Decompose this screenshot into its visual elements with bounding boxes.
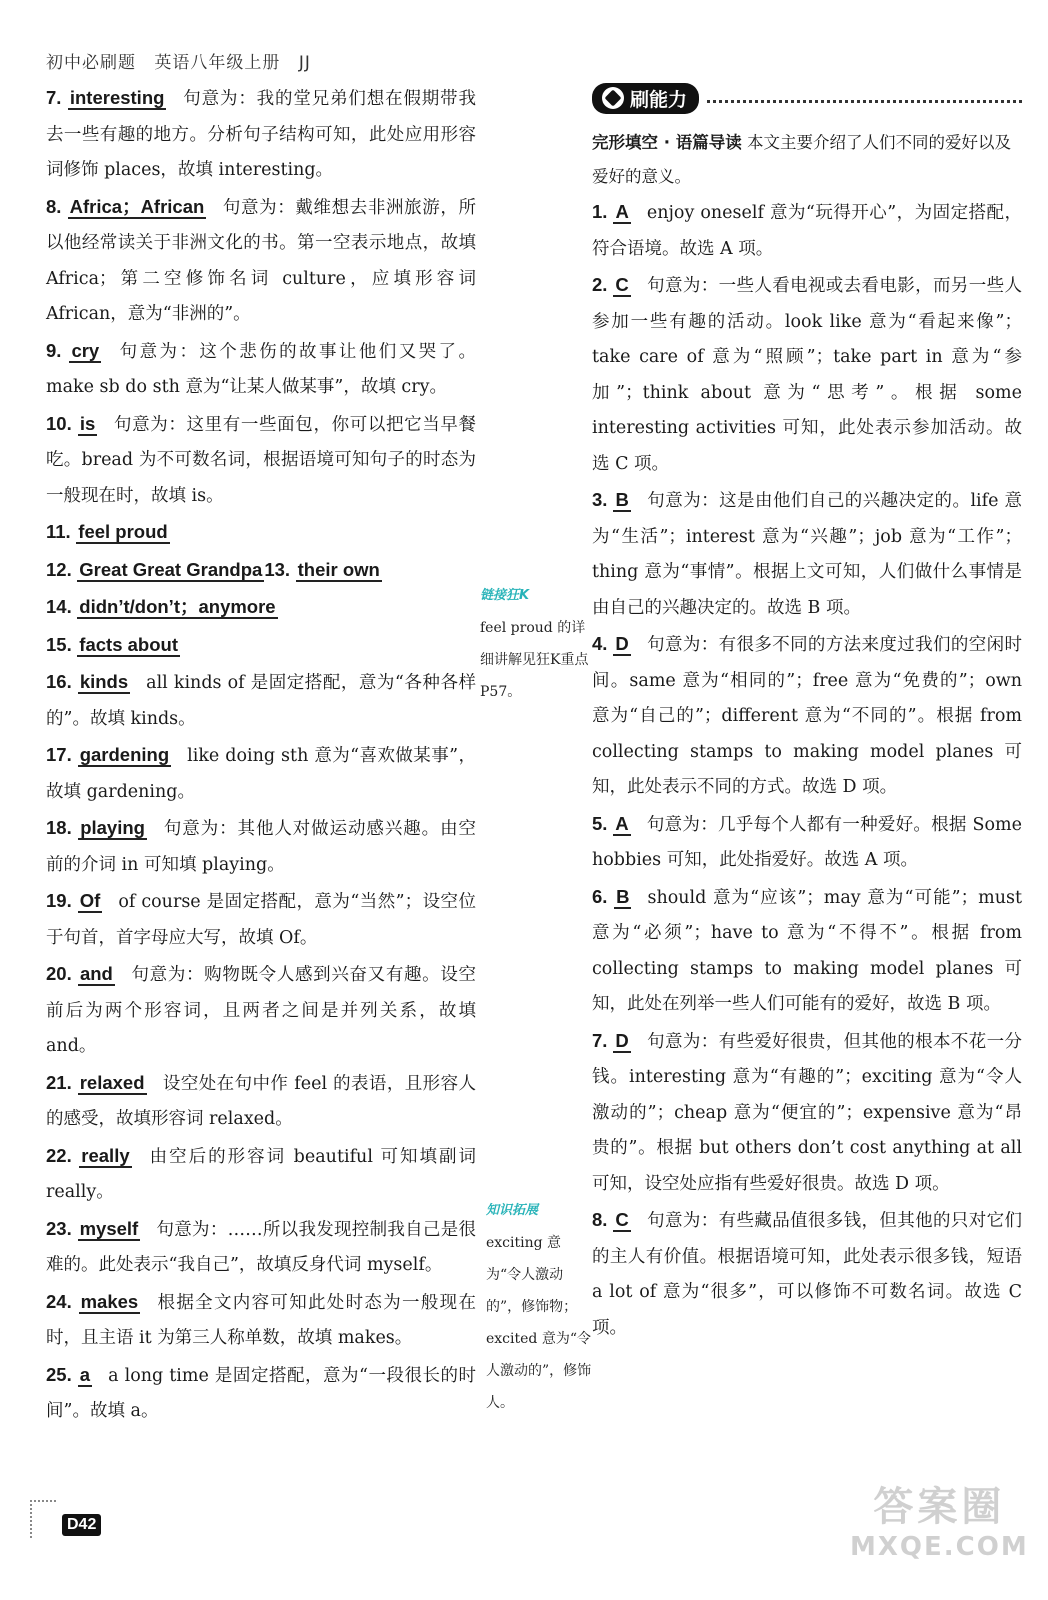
answer-key: Of [79,890,101,911]
section-title: 刷能力 [630,88,688,111]
answer-item: 12. Great Great Grandpa 13. their own [46,558,380,580]
watermark-title: 答案圈 [873,1484,1006,1530]
answer-key: C [615,1209,629,1230]
edition-label: JJ [298,53,311,73]
answer-key: myself [79,1217,139,1239]
dotted-divider [707,100,1022,103]
answer-key: B [616,885,630,907]
side-note-link [480,580,590,708]
pen-icon [602,87,624,109]
answer-item: 10. is 句意为：这里有一些面包，你可以把它当早餐吃。bread 为不可数名词，根据语境可知句子的时态为一般现在时，故填 is。 [46,412,476,506]
answer-key: a [79,1363,91,1385]
answer-item: 3. B 句意为：这是由他们自己的兴趣决定的。life 意为“生活”；interest 意为“兴趣”；job 意为“工作”；thing 意为“事情”。根据上文可知，人们做什么事情是由自己的兴趣决定的。故选 B 项。 [592,489,1022,618]
answer-item: 2. C 句意为：一些人看电视或去看电影，而另一些人参加一些有趣的活动。look like 意为“看起来像”；take care of 意为“照顾”；take part in 意为“参加”；think about 意为“思考”。根据 some interesting activities 可知，此处表示参加活动。故选 C 项。 [592,274,1022,474]
side-note-text: exciting 意为“令人激动的”，修饰物；excited 意为“令人激动的”，修饰人。 [486,1235,592,1411]
book-title: 初中必刷题 [46,53,136,73]
answer-item: 5. A 句意为：几乎每个人都有一种爱好。根据 Some hobbies 可知，此处指爱好。故选 A 项。 [592,812,1022,870]
answer-item: 16. kinds all kinds of 是固定搭配，意为“各种各样的”。故填 kinds。 [46,671,476,729]
passage-intro [592,126,1022,194]
answer-key: D [615,1029,629,1051]
answer-key: makes [80,1290,139,1312]
answer-key: really [81,1144,130,1166]
answer-key: facts about [79,633,178,655]
answer-key: kinds [79,671,129,692]
answer-key: is [79,412,96,434]
intro-label: 完形填空 · 语篇导读 [592,133,742,152]
answer-item: 18. playing 句意为：其他人对做运动感兴趣。由空前的介词 in 可知填 playing。 [46,817,476,875]
right-column [592,80,1022,1346]
answer-key: playing [80,817,145,838]
answer-item: 25. a a long time 是固定搭配，意为“一段很长的时间”。故填 a。 [46,1363,476,1421]
answer-item: 21. relaxed 设空处在句中作 feel 的表语，且形容人的感受，故填形容词 relaxed。 [46,1071,476,1129]
answer-item: 1. A enjoy oneself 意为“玩得开心”，为固定搭配，符合语境。故选 A 项。 [592,201,1022,259]
section-header [592,80,1022,116]
answer-item: 6. B should 意为“应该”；may 意为“可能”；must 意为“必须”；have to 意为“不得不”。根据 from collecting stamps to making model planes 可知，此处在列举一些人们可能有的爱好，故选 B 项。 [592,885,1022,1014]
answer-key: and [79,963,113,984]
intro-text: 本文主要介绍了人们不同的爱好以及爱好的意义。 [592,133,1012,186]
answer-key: Great Great Grandpa [79,558,263,580]
side-note-text: feel proud 的详细讲解见狂K重点 P57。 [480,620,589,700]
answer-key: Africa；African [69,195,205,217]
side-note-knowledge [486,1195,596,1419]
answer-key: interesting [69,87,165,108]
answer-key: their own [297,558,380,580]
page-number: D42 [62,1514,101,1536]
answer-item: 19. Of of course 是固定搭配，意为“当然”；设空位于句首，首字母应大写，故填 Of。 [46,890,476,948]
watermark [850,1475,1029,1562]
side-note-title: 知识拓展 [486,1203,539,1218]
subject-title: 英语八年级上册 [154,53,281,73]
answer-item: 8. Africa；African 句意为：戴维想去非洲旅游，所以他经常读关于非洲文化的书。第一空表示地点，故填 Africa；第二空修饰名词 culture，应填形容词 African，意为“非洲的”。 [46,195,476,324]
answer-key: relaxed [79,1071,145,1093]
answer-item: 9. cry 句意为：这个悲伤的故事让他们又哭了。make sb do sth 意为“让某人做某事”，故填 cry。 [46,339,476,397]
answer-item: 4. D 句意为：有很多不同的方法来度过我们的空闲时间。same 意为“相同的”；free 意为“免费的”；own 意为“自己的”；different 意为“不同的”。根据 from collecting stamps to making model planes 可知，此处表示不同的方式。故选 D 项。 [592,633,1022,797]
watermark-url: MXQE.COM [850,1532,1029,1562]
answer-key: feel proud [78,521,168,542]
answer-key: didn’t/don’t；anymore [79,596,276,617]
answer-key: A [615,812,629,834]
answer-item: 17. gardening like doing sth 意为“喜欢做某事”，故填 gardening。 [46,744,476,802]
answer-item: 20. and 句意为：购物既令人感到兴奋又有趣。设空前后为两个形容词，且两者之间是并列关系，故填 and。 [46,963,476,1056]
answer-key: gardening [79,744,170,765]
answer-item: 7. D 句意为：有些爱好很贵，但其他的根本不花一分钱。interesting 意为“有趣的”；exciting 意为“令人激动的”；cheap 意为“便宜的”；expensive 意为“昂贵的”。根据 but others don’t cost anything at all 可知，设空处应指有些爱好很贵。故选 D 项。 [592,1029,1022,1194]
corner-mark [30,1500,56,1538]
answer-item: 14. didn’t/don’t；anymore [46,596,276,617]
answer-key: cry [71,339,100,361]
answer-item: 22. really 由空后的形容词 beautiful 可知填副词 really。 [46,1144,476,1202]
answer-item: 23. myself 句意为：……所以我发现控制我自己是很难的。此处表示“我自己”，故填反身代词 myself。 [46,1217,476,1275]
left-column [46,80,476,1430]
answer-item: 8. C 句意为：有些藏品值很多钱，但其他的只对它们的主人有价值。根据语境可知，此处表示很多钱，短语 a lot of 意为“很多”，可以修饰不可数名词。故选 C 项。 [592,1209,1022,1338]
answer-key: A [615,201,629,222]
section-badge [592,83,699,114]
answer-item: 15. facts about [46,633,178,655]
answer-item: 24. makes 根据全文内容可知此处时态为一般现在时，且主语 it 为第三人称单数，故填 makes。 [46,1290,476,1348]
answer-item: 7. interesting 句意为：我的堂兄弟们想在假期带我去一些有趣的地方。分析句子结构可知，此处应用形容词修饰 places，故填 interesting。 [46,87,476,180]
page-header [46,48,323,73]
answer-key: D [615,633,629,654]
answer-item: 11. feel proud [46,521,168,542]
answer-key: B [615,489,629,510]
side-note-title: 链接狂K [480,588,530,603]
answer-key: C [615,274,629,295]
